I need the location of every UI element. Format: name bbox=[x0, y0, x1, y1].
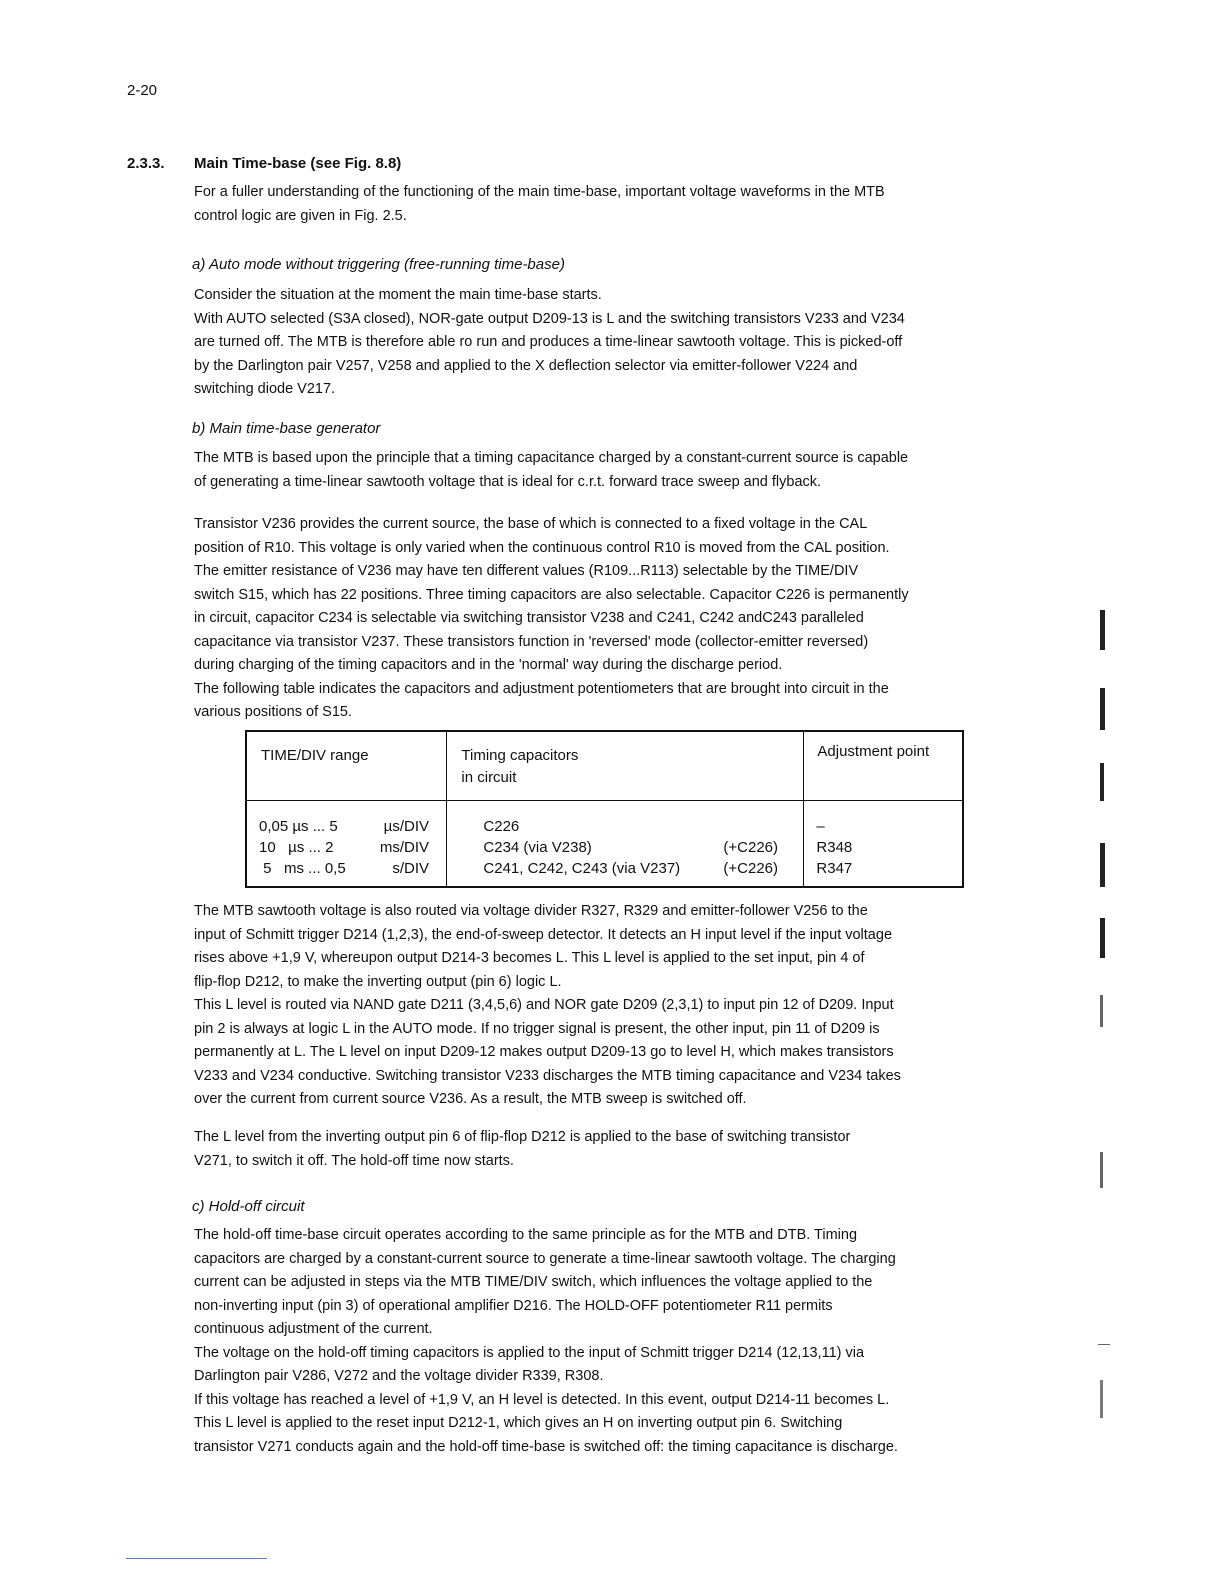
text-line: position of R10. This voltage is only varied when the continuous control R10 is moved from the CAL position. bbox=[194, 539, 890, 556]
timing-capacitor-table bbox=[245, 730, 964, 888]
footnote-rule bbox=[126, 1558, 267, 1559]
range-from: 0,05 µs ... 5 bbox=[259, 818, 338, 835]
scan-mark bbox=[1100, 1380, 1103, 1418]
table-row bbox=[483, 858, 803, 879]
paragraph-a bbox=[194, 284, 1034, 402]
subheading-c: c) Hold-off circuit bbox=[192, 1198, 305, 1215]
text-line: flip-flop D212, to make the inverting output (pin 6) logic L. bbox=[194, 973, 562, 990]
adjustment-value: – bbox=[816, 818, 825, 835]
text-line: during charging of the timing capacitors and in the 'normal' way during the discharge period. bbox=[194, 657, 783, 673]
text-line: The following table indicates the capacitors and adjustment potentiometers that are brought into circuit in the bbox=[194, 680, 889, 697]
scan-mark bbox=[1100, 918, 1105, 958]
paragraph-b2 bbox=[194, 513, 1034, 725]
text-line: various positions of S15. bbox=[194, 704, 352, 720]
table-header-row bbox=[246, 731, 963, 801]
text-line: If this voltage has reached a level of +1,9 V, an H level is detected. In this event, output D214-11 becomes L. bbox=[194, 1391, 890, 1408]
scan-mark bbox=[1100, 995, 1103, 1027]
header-capacitors-line2: in circuit bbox=[461, 769, 517, 786]
range-unit: s/DIV bbox=[392, 860, 429, 877]
table-row bbox=[259, 816, 446, 837]
text-line: This L level is routed via NAND gate D211 (3,4,5,6) and NOR gate D209 (2,3,1) to input pin 12 of D209. Input bbox=[194, 997, 894, 1013]
text-line: in circuit, capacitor C234 is selectable via switching transistor V238 and C241, C242 andC243 paralleled bbox=[194, 610, 864, 626]
table-row bbox=[483, 816, 803, 837]
subheading-b: b) Main time-base generator bbox=[192, 420, 381, 437]
text-line: are turned off. The MTB is therefore able ro run and produces a time-linear sawtooth voltage. This is picked-off bbox=[194, 334, 903, 350]
text-line: The hold-off time-base circuit operates according to the same principle as for the MTB and DTB. Timing bbox=[194, 1227, 858, 1243]
text-line: pin 2 is always at logic L in the AUTO mode. If no trigger signal is present, the other input, pin 11 of D209 is bbox=[194, 1020, 880, 1037]
text-line: V271, to switch it off. The hold-off time now starts. bbox=[194, 1152, 514, 1169]
text-line: permanently at L. The L level on input D209-12 makes output D209-13 go to level H, which makes transistors bbox=[194, 1044, 894, 1060]
text-line: The MTB sawtooth voltage is also routed via voltage divider R327, R329 and emitter-follower V256 to the bbox=[194, 903, 868, 919]
text-line: over the current from current source V236. As a result, the MTB sweep is switched off. bbox=[194, 1091, 747, 1107]
header-range bbox=[246, 731, 447, 801]
scan-margin-marks bbox=[1094, 0, 1134, 1584]
paragraph-after-table-2 bbox=[194, 1126, 1034, 1173]
range-from: 5 ms ... 0,5 bbox=[259, 860, 346, 877]
text-line: V233 and V234 conductive. Switching transistor V233 discharges the MTB timing capacitance and V234 takes bbox=[194, 1067, 901, 1084]
text-line: input of Schmitt trigger D214 (1,2,3), the end-of-sweep detector. It detects an H input level if the input voltage bbox=[194, 926, 893, 943]
scan-mark bbox=[1100, 688, 1105, 730]
capacitor-extra: (+C226) bbox=[723, 860, 778, 877]
text-line: Darlington pair V286, V272 and the voltage divider R339, R308. bbox=[194, 1368, 604, 1384]
text-line: The emitter resistance of V236 may have ten different values (R109...R113) selectable by the TIME/DIV bbox=[194, 563, 859, 579]
capacitor-name: C226 bbox=[483, 818, 520, 835]
header-capacitors-label bbox=[447, 732, 803, 789]
text-line: The MTB is based upon the principle that a timing capacitance charged by a constant-current source is capable bbox=[194, 450, 909, 466]
text-line: control logic are given in Fig. 2.5. bbox=[194, 207, 407, 224]
paragraph-after-table-1 bbox=[194, 900, 1034, 1112]
text-line: capacitance via transistor V237. These transistors function in 'reversed' mode (collector-emitter reversed) bbox=[194, 633, 869, 650]
text-line: rises above +1,9 V, whereupon output D214-3 becomes L. This L level is applied to the set input, pin 4 of bbox=[194, 950, 865, 966]
header-capacitors-line1: Timing capacitors bbox=[461, 747, 579, 764]
range-column bbox=[246, 801, 447, 888]
text-line: The voltage on the hold-off timing capacitors is applied to the input of Schmitt trigger D214 (12,13,11) via bbox=[194, 1344, 865, 1361]
section-number: 2.3.3. bbox=[127, 155, 165, 172]
intro-paragraph bbox=[194, 181, 1034, 228]
paragraph-b1 bbox=[194, 447, 1034, 494]
text-line: capacitors are charged by a constant-current source to generate a time-linear sawtooth voltage. The charging bbox=[194, 1250, 896, 1267]
scan-mark bbox=[1100, 843, 1105, 887]
range-unit: µs/DIV bbox=[383, 818, 429, 835]
capacitor-name: C241, C242, C243 (via V237) bbox=[483, 860, 681, 877]
range-from: 10 µs ... 2 bbox=[259, 839, 334, 856]
capacitor-extra bbox=[723, 816, 803, 837]
adjustment-value: R347 bbox=[816, 860, 853, 877]
scan-mark bbox=[1100, 763, 1104, 801]
table-row bbox=[259, 858, 446, 879]
scan-mark bbox=[1100, 1152, 1103, 1188]
subheading-a: a) Auto mode without triggering (free-running time-base) bbox=[192, 256, 565, 273]
text-line: With AUTO selected (S3A closed), NOR-gate output D209-13 is L and the switching transistors V233 and V234 bbox=[194, 310, 905, 327]
text-line: continuous adjustment of the current. bbox=[194, 1321, 433, 1337]
adjustment-value: R348 bbox=[816, 839, 853, 856]
header-range-label: TIME/DIV range bbox=[261, 747, 369, 764]
text-line: non-inverting input (pin 3) of operational amplifier D216. The HOLD-OFF potentiometer R11 permits bbox=[194, 1297, 833, 1314]
adjustment-column bbox=[804, 801, 963, 888]
header-adjustment bbox=[804, 731, 963, 801]
section-title: Main Time-base (see Fig. 8.8) bbox=[194, 155, 402, 172]
range-unit: ms/DIV bbox=[379, 839, 429, 856]
capacitor-name: C234 (via V238) bbox=[483, 839, 592, 856]
text-line: by the Darlington pair V257, V258 and applied to the X deflection selector via emitter-follower V224 and bbox=[194, 357, 858, 374]
scan-mark bbox=[1098, 1344, 1110, 1345]
capacitor-extra: (+C226) bbox=[723, 839, 778, 856]
table-body-row bbox=[246, 801, 963, 888]
text-line: Transistor V236 provides the current source, the base of which is connected to a fixed voltage in the CAL bbox=[194, 516, 868, 532]
text-line: of generating a time-linear sawtooth voltage that is ideal for c.r.t. forward trace sweep and flyback. bbox=[194, 473, 822, 490]
text-line: The L level from the inverting output pin 6 of flip-flop D212 is applied to the base of switching transistor bbox=[194, 1129, 851, 1145]
text-line: This L level is applied to the reset input D212-1, which gives an H on inverting output pin 6. Switching bbox=[194, 1415, 843, 1431]
table-row bbox=[259, 837, 446, 858]
text-line: current can be adjusted in steps via the MTB TIME/DIV switch, which influences the voltage applied to the bbox=[194, 1274, 873, 1290]
capacitor-column bbox=[447, 801, 804, 888]
paragraph-c bbox=[194, 1224, 1034, 1459]
text-line: For a fuller understanding of the functioning of the main time-base, important voltage waveforms in the MTB bbox=[194, 184, 885, 200]
text-line: switching diode V217. bbox=[194, 381, 336, 397]
text-line: switch S15, which has 22 positions. Three timing capacitors are also selectable. Capacitor C226 is permanently bbox=[194, 586, 909, 603]
scan-mark bbox=[1100, 610, 1105, 650]
text-line: Consider the situation at the moment the main time-base starts. bbox=[194, 287, 602, 303]
header-adjustment-label: Adjustment point bbox=[817, 743, 930, 760]
text-line: transistor V271 conducts again and the hold-off time-base is switched off: the timing capacitance is discharge. bbox=[194, 1438, 898, 1455]
header-capacitors bbox=[447, 731, 804, 801]
table-row bbox=[483, 837, 803, 858]
page-number: 2-20 bbox=[127, 82, 158, 99]
